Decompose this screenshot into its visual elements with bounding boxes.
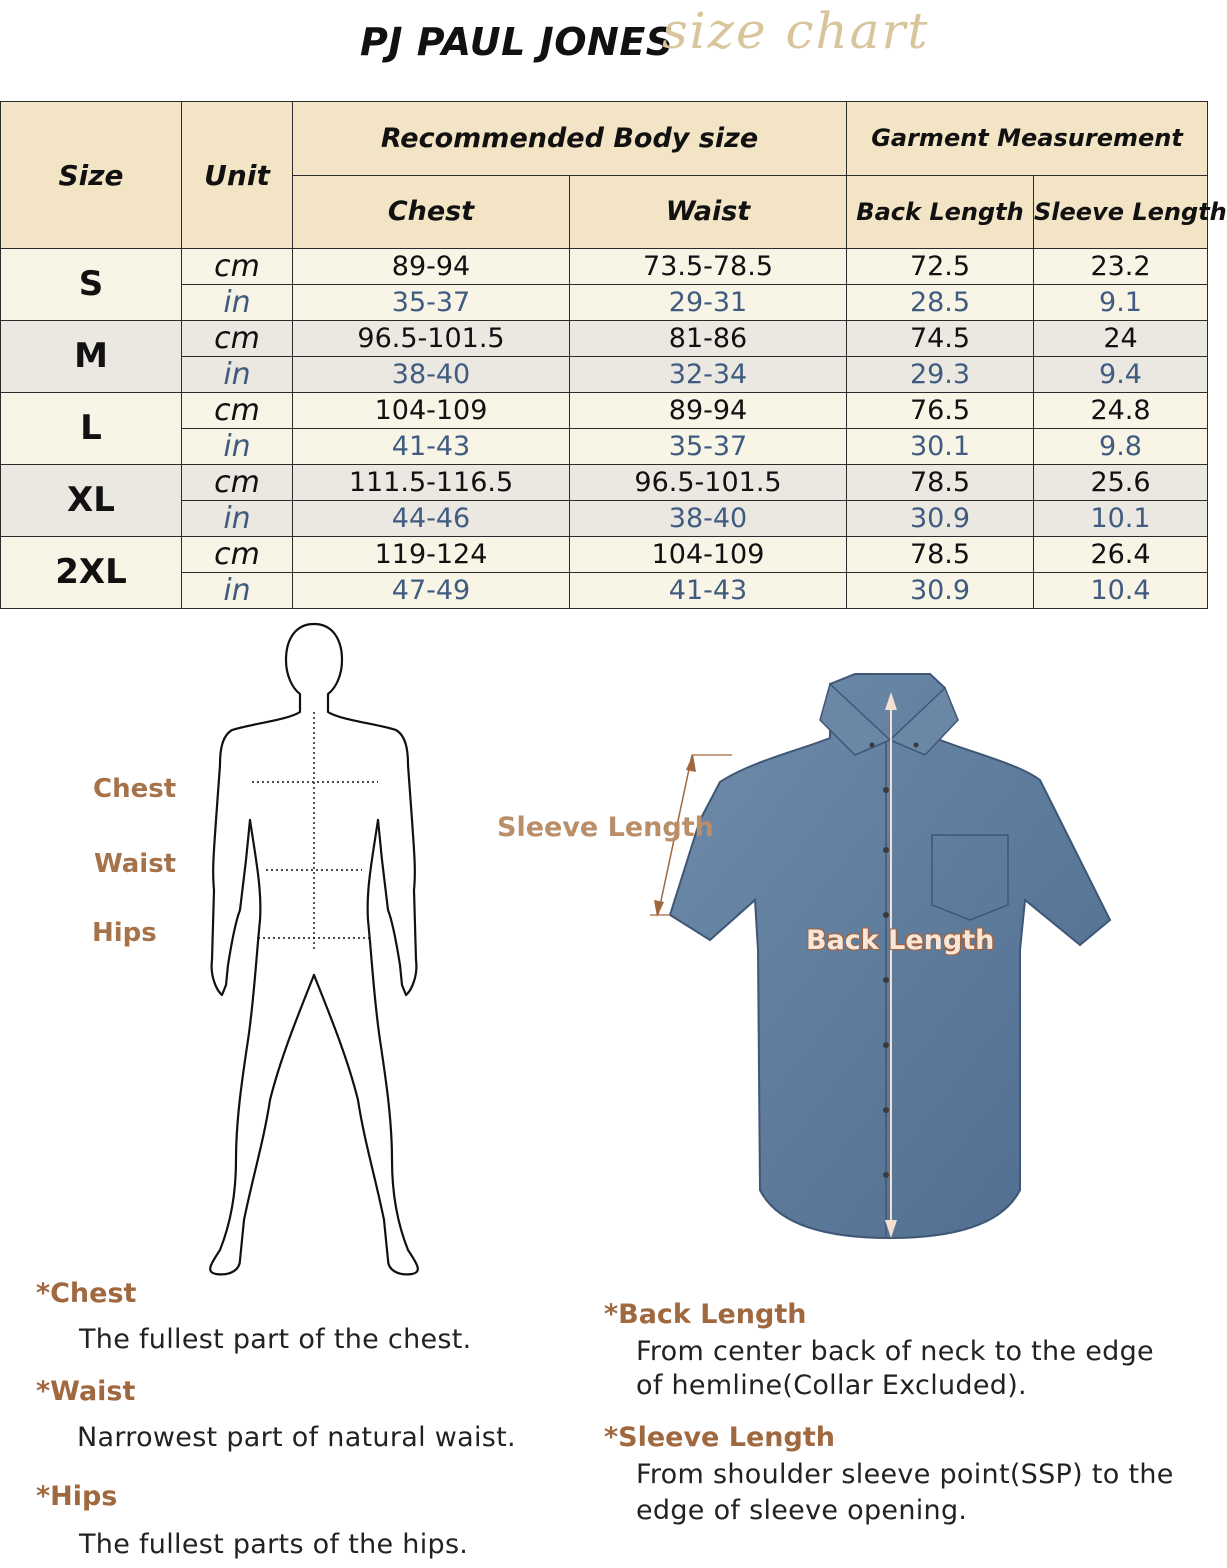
unit-cell: in bbox=[182, 429, 293, 465]
table-row bbox=[1, 429, 1208, 465]
table-row bbox=[1, 249, 1208, 285]
unit-cell: cm bbox=[182, 321, 293, 357]
def-sleeve-length-text-1: From shoulder sleeve point(SSP) to the bbox=[636, 1459, 1174, 1490]
sleeve-length-cell: 10.4 bbox=[1034, 573, 1208, 609]
table-row bbox=[1, 465, 1208, 501]
waist-cell: 73.5-78.5 bbox=[570, 249, 847, 285]
def-sleeve-length-title: *Sleeve Length bbox=[604, 1422, 835, 1453]
header-unit: Unit bbox=[182, 102, 293, 249]
def-waist-text: Narrowest part of natural waist. bbox=[77, 1422, 516, 1453]
chest-cell: 104-109 bbox=[293, 393, 570, 429]
waist-cell: 104-109 bbox=[570, 537, 847, 573]
figure-chest-label: Chest bbox=[93, 774, 177, 804]
back-length-cell: 28.5 bbox=[847, 285, 1034, 321]
waist-cell: 38-40 bbox=[570, 501, 847, 537]
sleeve-length-cell: 24 bbox=[1034, 321, 1208, 357]
back-length-cell: 30.9 bbox=[847, 501, 1034, 537]
header-waist: Waist bbox=[570, 175, 847, 249]
unit-cell: cm bbox=[182, 393, 293, 429]
chest-cell: 89-94 bbox=[293, 249, 570, 285]
def-chest-text: The fullest part of the chest. bbox=[79, 1324, 472, 1355]
size-cell: XL bbox=[1, 465, 182, 537]
sleeve-length-cell: 26.4 bbox=[1034, 537, 1208, 573]
waist-cell: 35-37 bbox=[570, 429, 847, 465]
figure-waist-label: Waist bbox=[94, 849, 177, 879]
unit-cell: in bbox=[182, 501, 293, 537]
size-chart-script-title: size chart bbox=[662, 2, 930, 60]
def-back-length-text-1: From center back of neck to the edge bbox=[636, 1336, 1154, 1367]
back-length-cell: 29.3 bbox=[847, 357, 1034, 393]
chest-cell: 47-49 bbox=[293, 573, 570, 609]
sleeve-length-cell: 9.1 bbox=[1034, 285, 1208, 321]
table-row bbox=[1, 537, 1208, 573]
def-hips-title: *Hips bbox=[36, 1481, 118, 1512]
def-chest-title: *Chest bbox=[36, 1278, 137, 1309]
table-header-row bbox=[1, 102, 1208, 176]
size-table bbox=[0, 101, 1227, 609]
chest-cell: 44-46 bbox=[293, 501, 570, 537]
table-row bbox=[1, 393, 1208, 429]
header-back-length: Back Length bbox=[847, 175, 1034, 249]
table-row bbox=[1, 321, 1208, 357]
unit-cell: in bbox=[182, 285, 293, 321]
back-length-cell: 78.5 bbox=[847, 537, 1034, 573]
def-back-length-title: *Back Length bbox=[604, 1299, 807, 1330]
size-cell: S bbox=[1, 249, 182, 321]
chest-cell: 41-43 bbox=[293, 429, 570, 465]
unit-cell: in bbox=[182, 357, 293, 393]
header-garment-measurement: Garment Measurement bbox=[847, 102, 1208, 176]
unit-cell: cm bbox=[182, 465, 293, 501]
back-length-cell: 72.5 bbox=[847, 249, 1034, 285]
size-cell: L bbox=[1, 393, 182, 465]
figure-hips-label: Hips bbox=[92, 918, 157, 948]
back-length-cell: 74.5 bbox=[847, 321, 1034, 357]
chest-cell: 38-40 bbox=[293, 357, 570, 393]
shirt-illustration bbox=[640, 670, 1120, 1250]
waist-cell: 29-31 bbox=[570, 285, 847, 321]
header-chest: Chest bbox=[293, 175, 570, 249]
back-length-cell: 30.9 bbox=[847, 573, 1034, 609]
chest-cell: 35-37 bbox=[293, 285, 570, 321]
size-cell: M bbox=[1, 321, 182, 393]
page-header bbox=[0, 0, 1207, 100]
chest-cell: 119-124 bbox=[293, 537, 570, 573]
unit-cell: cm bbox=[182, 537, 293, 573]
waist-cell: 41-43 bbox=[570, 573, 847, 609]
def-sleeve-length-text-2: edge of sleeve opening. bbox=[636, 1495, 968, 1526]
figure-back-length-label: Back Length bbox=[806, 925, 995, 956]
sleeve-length-cell: 25.6 bbox=[1034, 465, 1208, 501]
back-length-cell: 78.5 bbox=[847, 465, 1034, 501]
waist-cell: 96.5-101.5 bbox=[570, 465, 847, 501]
sleeve-length-cell: 9.4 bbox=[1034, 357, 1208, 393]
def-back-length-text-2: of hemline(Collar Excluded). bbox=[636, 1370, 1027, 1401]
waist-cell: 89-94 bbox=[570, 393, 847, 429]
unit-cell: cm bbox=[182, 249, 293, 285]
sleeve-length-cell: 23.2 bbox=[1034, 249, 1208, 285]
table-row bbox=[1, 285, 1208, 321]
figure-sleeve-length-label: Sleeve Length bbox=[497, 812, 714, 843]
sleeve-length-cell: 9.8 bbox=[1034, 429, 1208, 465]
waist-cell: 81-86 bbox=[570, 321, 847, 357]
size-cell: 2XL bbox=[1, 537, 182, 609]
sleeve-length-cell: 10.1 bbox=[1034, 501, 1208, 537]
header-sleeve-length: Sleeve Length bbox=[1034, 175, 1208, 249]
chest-cell: 111.5-116.5 bbox=[293, 465, 570, 501]
table-row bbox=[1, 573, 1208, 609]
def-hips-text: The fullest parts of the hips. bbox=[79, 1529, 469, 1560]
sleeve-length-cell: 24.8 bbox=[1034, 393, 1208, 429]
header-size: Size bbox=[1, 102, 182, 249]
brand-name: PJ PAUL JONES bbox=[360, 20, 674, 64]
back-length-cell: 30.1 bbox=[847, 429, 1034, 465]
waist-cell: 32-34 bbox=[570, 357, 847, 393]
back-length-cell: 76.5 bbox=[847, 393, 1034, 429]
chest-cell: 96.5-101.5 bbox=[293, 321, 570, 357]
table-row bbox=[1, 357, 1208, 393]
def-waist-title: *Waist bbox=[36, 1376, 136, 1407]
unit-cell: in bbox=[182, 573, 293, 609]
table-row bbox=[1, 501, 1208, 537]
body-outline-figure bbox=[200, 620, 430, 1280]
header-recommended-body-size: Recommended Body size bbox=[293, 102, 847, 176]
